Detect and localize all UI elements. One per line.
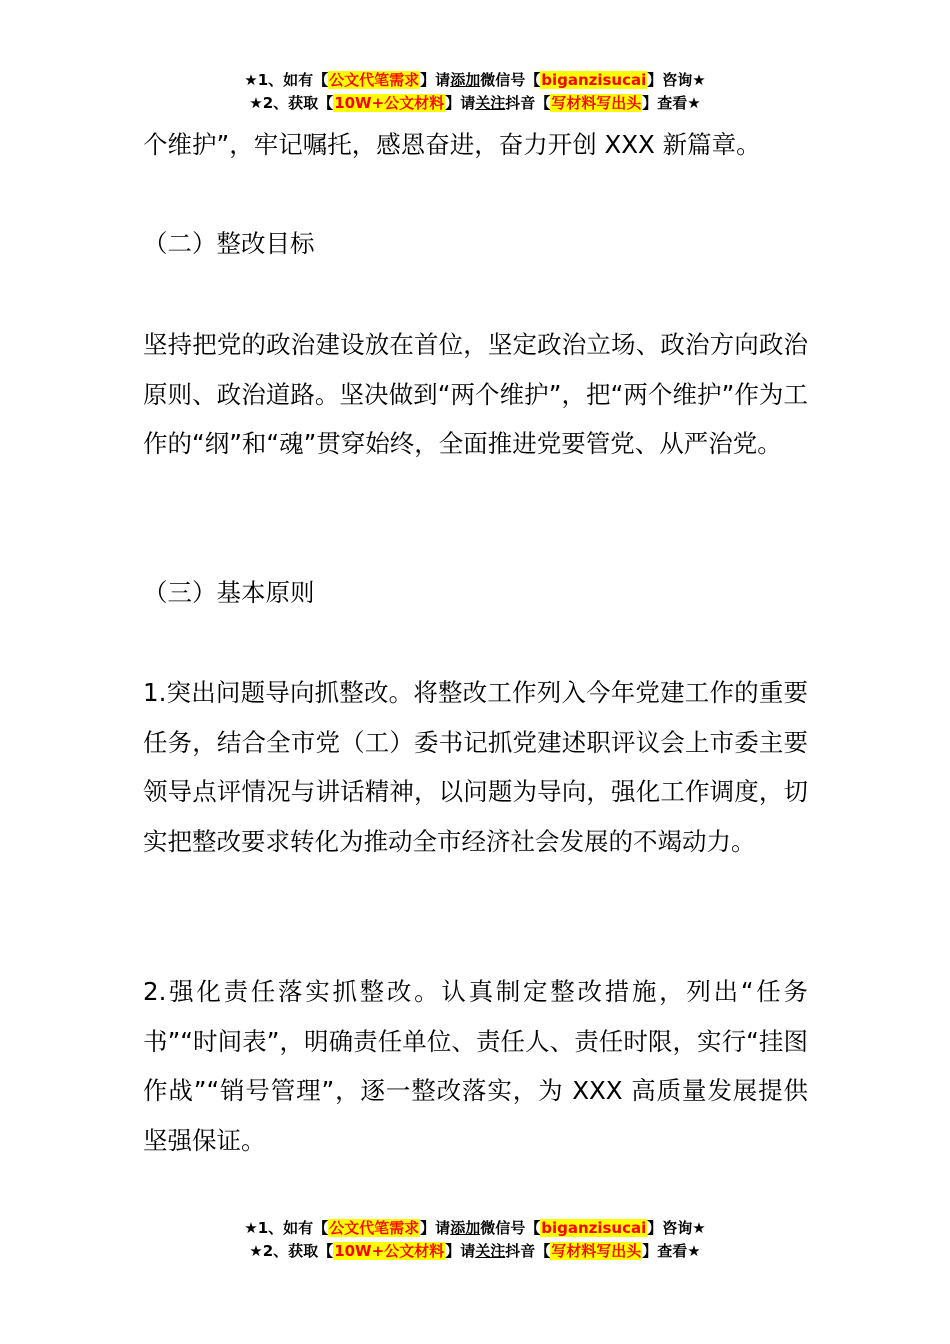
banner-text: 】咨询★: [647, 1219, 706, 1237]
banner-highlight: 公文代笔需求: [329, 71, 420, 89]
banner-emphasis: 添加: [450, 1219, 481, 1237]
banner-text: 】请: [445, 94, 476, 112]
section-heading-principles: （三）基本原则: [143, 578, 315, 607]
bottom-banner: [0, 1217, 950, 1263]
paragraph-goal: 坚持把党的政治建设放在首位，坚定政治立场、政治方向政治原则、政治道路。坚决做到“两个维护”，把“两个维护”作为工作的“纲”和“魂”贯穿始终，全面推进党要管党、从严治党。: [143, 330, 808, 458]
banner-text: 】请: [420, 71, 451, 89]
banner-text: 】咨询★: [647, 71, 706, 89]
paragraph-principle-1: 1.突出问题导向抓整改。将整改工作列入今年党建工作的重要任务，结合全市党（工）委书记抓党建述职评议会上市委主要领导点评情况与讲话精神，以问题为导向，强化工作调度，切实把整改要求转化为推动全市经济社会发展的不竭动力。: [143, 678, 808, 856]
banner-douyin-id: 写材料写出头: [551, 94, 642, 112]
banner-text: 微信号【: [480, 71, 541, 89]
banner-text: 抖音【: [505, 94, 551, 112]
banner-highlight: 10W+公文材料: [334, 94, 445, 112]
banner-text: ★2、获取【: [249, 94, 334, 112]
banner-douyin-id: 写材料写出头: [551, 1242, 642, 1260]
banner-line-2: [0, 1240, 950, 1263]
banner-text: 】查看★: [642, 94, 701, 112]
paragraph-continuation: 个维护”，牢记嘱托，感恩奋进，奋力开创 XXX 新篇章。: [143, 130, 761, 159]
banner-text: 】请: [420, 1219, 451, 1237]
banner-text: 抖音【: [505, 1242, 551, 1260]
banner-line-1: [0, 1217, 950, 1240]
banner-text: ★2、获取【: [249, 1242, 334, 1260]
banner-text: ★1、如有【: [244, 1219, 329, 1237]
banner-wechat-id: biganzisucai: [541, 71, 647, 89]
section-heading-goal: （二）整改目标: [143, 229, 315, 258]
banner-highlight: 公文代笔需求: [329, 1219, 420, 1237]
banner-text: 】查看★: [642, 1242, 701, 1260]
banner-text: 微信号【: [480, 1219, 541, 1237]
banner-emphasis: 关注: [475, 1242, 506, 1260]
banner-line-1: [0, 69, 950, 92]
paragraph-principle-2: 2.强化责任落实抓整改。认真制定整改措施，列出“任务书”“时间表”，明确责任单位、责任人、责任时限，实行“挂图作战”“销号管理”，逐一整改落实，为 XXX 高质量发展提供坚强保证。: [143, 977, 808, 1155]
banner-text: ★1、如有【: [244, 71, 329, 89]
banner-emphasis: 添加: [450, 71, 481, 89]
top-banner: [0, 69, 950, 115]
banner-emphasis: 关注: [475, 94, 506, 112]
banner-line-2: [0, 92, 950, 115]
banner-text: 】请: [445, 1242, 476, 1260]
banner-wechat-id: biganzisucai: [541, 1219, 647, 1237]
banner-highlight: 10W+公文材料: [334, 1242, 445, 1260]
